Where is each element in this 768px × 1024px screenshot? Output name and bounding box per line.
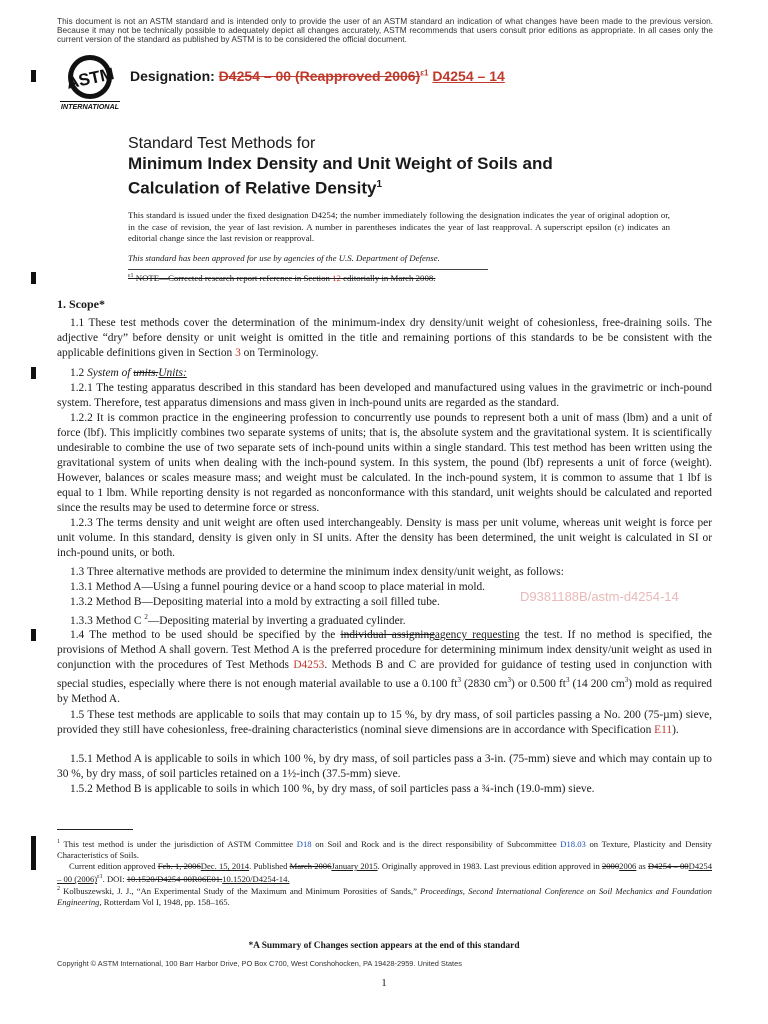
- footnote-1: [57, 837, 712, 861]
- p-1-4-deleted: individual assigning: [340, 629, 435, 641]
- editorial-note-ref[interactable]: 12: [332, 273, 341, 283]
- designation-new: D4254 – 14: [432, 68, 505, 84]
- p-1-2-inserted: Units:: [158, 367, 187, 379]
- copyright: Copyright © ASTM International, 100 Barr Harbor Drive, PO Box C700, West Conshohocken, PA 19428-2959. United States: [57, 959, 462, 968]
- footnote-2-b: , Rotterdam Vol I, 1948, pp. 158–165.: [99, 897, 230, 908]
- footnote-1-c: on Texture, Plasticity and Density Characteristics of Soils.: [57, 838, 712, 861]
- fe-del-4: D4254 – 00: [647, 861, 689, 871]
- fe-ins-5: 10.1520/D4254-14.: [222, 874, 290, 885]
- footnote-rule: [57, 829, 133, 830]
- designation-old: D4254 – 00 (Reapproved 2006): [218, 68, 421, 84]
- footnote-edition: [57, 861, 712, 885]
- paragraph-1-3-2: 1.3.2 Method B—Depositing material into a mold by extracting a soil filled tube.: [70, 596, 440, 608]
- paragraph-1-2-3: 1.2.3 The terms density and unit weight are often used interchangeably. Density is mass per unit volume, whereas unit weight is force per unit volume. In this standard, density is given only in SI units. After the density has been determined, the unit weight is calculated in SI or inch-pound units, or both.: [57, 517, 712, 559]
- fe-c: . Originally approved in 1983. Last previous edition approved in: [377, 861, 602, 871]
- astm-logo: [58, 53, 122, 111]
- paragraph-1-2-2: 1.2.2 It is common practice in the engineering profession to concurrently use pounds to represent both a unit of mass (lbm) and a unit of force (lbf). This implicitly combines two separate systems of units; that is, the absolute system and the gravitational system. It is scientifically undesirable to combine the use of two separate sets of inch-pound units within a single standard. This test method has been written using the gravitational system of units when dealing with the inch-pound system. In this system, the pound (lbf) represents a unit of force (weight). However, balances or scales measure mass; and weight must be calculated. In the inch-pound system, it is common to assume that 1 lbf is equal to 1 lbm. While reporting density is not regarded as nonconformance with this standard, unit weights should be calculated and reported since the results may be used to determine force or stress.: [57, 412, 712, 514]
- fe-d: as: [636, 861, 648, 871]
- p-1-4-e: ) or 0.500 ft: [511, 677, 566, 690]
- issued-note: This standard is issued under the fixed designation D4254; the number immediately following the designation indicates the year of original adoption or, in the case of revision, the year of last revision. A number in parentheses indicates the year of last reapproval. A superscript epsilon (ε) indicates an editorial change since the last revision or reapproval.: [128, 210, 670, 244]
- footnote-1-ref-2[interactable]: D18.03: [560, 838, 586, 849]
- footnote-2-a: Kolbuszewski, J. J., “An Experimental Study of the Maximum and Minimum Porosities of Sands,”: [60, 885, 421, 896]
- fe-a: Current edition approved: [69, 861, 158, 871]
- astm-logo-icon: [58, 53, 122, 111]
- p-1-4-sup-4: 3: [624, 676, 629, 684]
- footnote-1-b: on Soil and Rock and is the direct responsibility of Subcommittee: [311, 838, 561, 849]
- p-1-3-3-a: 1.3.3 Method C: [70, 614, 145, 627]
- change-bar: [31, 836, 36, 870]
- change-bar: [31, 272, 36, 284]
- editorial-note: [128, 273, 435, 283]
- change-bar: [31, 367, 36, 379]
- title-line-1: Standard Test Methods for: [128, 135, 316, 152]
- p-1-3-3-b: —Depositing material by inverting a graduated cylinder.: [147, 614, 406, 627]
- footnote-1-ref-1[interactable]: D18: [296, 838, 312, 849]
- divider: [128, 269, 488, 270]
- footnote-2-sup: 2: [57, 886, 60, 892]
- page-number: 1: [381, 977, 387, 989]
- approved-note: This standard has been approved for use by agencies of the U.S. Department of Defense.: [128, 253, 440, 263]
- fe-del-5: 10.1520/D4254-00R06E01.: [126, 874, 223, 885]
- p-1-5-ref[interactable]: E11: [654, 724, 673, 736]
- designation-old-sup: ε1: [420, 68, 429, 78]
- svg-text:ASTM: ASTM: [64, 64, 116, 93]
- fe-ins-3: 2006: [619, 861, 637, 871]
- paragraph-1-5: [57, 708, 712, 738]
- p-1-5-a: 1.5 These test methods are applicable to soils that may contain up to 15 %, by dry mass, of soil particles passing a No. 200 (75-µm) sieve, provided they still have cohesionless, free-draining characteristics (nominal sieve dimensions are in accordance with Specification: [57, 709, 712, 736]
- footnote-2-italic: Proceedings, Second International Conference on Soil Mechanics and Foundation Engineering: [57, 885, 712, 908]
- fe-e: . DOI:: [102, 874, 127, 885]
- p-1-4-inserted: agency requesting: [434, 629, 520, 641]
- title-footnote-ref[interactable]: 1: [376, 179, 383, 190]
- fe-b: . Published: [249, 861, 290, 871]
- editorial-note-sup: ε1: [128, 273, 134, 280]
- p-1-4-sup-3: 3: [565, 676, 570, 684]
- fe-del-1: Feb. 1, 2006: [157, 861, 201, 871]
- p-1-1-b: on Terminology.: [240, 347, 319, 359]
- paragraph-1-3: 1.3 Three alternative methods are provided to determine the minimum index density/unit weight, as follows:: [70, 566, 564, 578]
- p-1-4-c: . Methods B and C are provided for guidance of testing used in conjunction with special studies, especially where there is not enough material available to use a 0.100 ft: [57, 659, 712, 690]
- paragraph-1-1: [57, 316, 712, 361]
- editorial-note-a: NOTE—Corrected research report reference in Section: [133, 273, 333, 283]
- paragraph-1-3-3: [57, 610, 712, 629]
- p-1-5-b: ).: [672, 724, 679, 736]
- paragraph-1-5-1: 1.5.1 Method A is applicable to soils in which 100 %, by dry mass, of soil particles pass a 3-in. (75-mm) sieve and which may contain up to 30 %, by dry mass, of soil particles retained on a 1½-inch (37.5-mm) sieve.: [57, 753, 712, 780]
- editorial-note-b: editorially in March 2008.: [340, 273, 436, 283]
- paragraph-1-4: [57, 628, 712, 707]
- title-line-2: Minimum Index Density and Unit Weight of Soils and: [128, 154, 553, 173]
- p-1-1-ref[interactable]: 3: [235, 347, 241, 359]
- p-1-4-ref[interactable]: D4253: [293, 659, 325, 671]
- p-1-4-g: ) mold as required by Method A.: [57, 677, 712, 705]
- p-1-4-d: (2830 cm: [460, 677, 508, 690]
- fe-ins-4: D4254 – 00 (2006): [57, 861, 713, 885]
- title-line-3: [128, 174, 688, 199]
- p-1-4-b: the test. If no method is specified, the provisions of Method A shall govern. Test Method A is the preferred procedure for determining minimum index density/unit weight as used in conjunction with the procedures of Test Methods: [57, 629, 712, 671]
- p-1-4-sup-1: 3: [457, 676, 461, 684]
- fe-del-3: 2000: [601, 861, 620, 871]
- watermark-text: D9381188B/astm-d4254-14: [520, 589, 679, 604]
- section-heading-scope: 1. Scope*: [57, 297, 105, 311]
- change-bar: [31, 629, 36, 641]
- p-1-3-3-footnote-ref[interactable]: 2: [144, 613, 148, 621]
- p-1-4-a: 1.4 The method to be used should be specified by the: [70, 629, 341, 641]
- paragraph-1-5-2: 1.5.2 Method B is applicable to soils in which 100 %, by dry mass, of soil particles pass a ¾-inch (19.0-mm) sieve.: [70, 783, 595, 795]
- p-1-4-sup-2: 3: [507, 676, 512, 684]
- title-line-3-text: Calculation of Relative Density: [128, 178, 377, 198]
- paragraph-1-2: [57, 366, 712, 381]
- paragraph-1-3-1: 1.3.1 Method A—Using a funnel pouring device or a hand scoop to place material in mold.: [70, 581, 486, 593]
- designation: [130, 68, 505, 84]
- footnote-2: [57, 884, 712, 908]
- paragraph-1-2-1: 1.2.1 The testing apparatus described in this standard has been developed and manufactured using values in the gravimetric or inch-pound system. Therefore, test apparatus dimensions and mass given in inch-pound units are regarded as the standard.: [57, 382, 712, 409]
- fe-sup: ε1: [97, 874, 103, 881]
- p-1-2-italic: System of: [87, 367, 134, 379]
- footnote-1-a: This test method is under the jurisdiction of ASTM Committee: [60, 838, 297, 849]
- document-title: [128, 134, 688, 199]
- change-bar: [31, 70, 36, 82]
- p-1-4-f: (14 200 cm: [569, 677, 625, 690]
- logo-caption: INTERNATIONAL: [60, 102, 120, 111]
- summary-note: *A Summary of Changes section appears at the end of this standard: [248, 941, 520, 951]
- fe-ins-1: Dec. 15, 2014: [200, 861, 250, 871]
- designation-label: Designation:: [130, 68, 215, 84]
- fe-ins-2: January 2015: [331, 861, 378, 871]
- p-1-1-a: 1.1 These test methods cover the determination of the minimum-index dry density/unit weight of cohesionless, free-draining soils. The adjective “dry” before density or unit weight is omitted in the title and remaining portions of this standards to be be consistent with the applicable definitions given in Section: [57, 317, 712, 359]
- p-1-2-num: 1.2: [70, 367, 88, 379]
- disclaimer-notice: This document is not an ASTM standard and is intended only to provide the user of an ASTM standard an indication of what changes have been made to the previous version. Because it may not be technically possible to adequately depict all changes accurately, ASTM recommends that users consult prior editions as appropriate. In all cases only the current version of the standard as published by ASTM is to be considered the official document.: [57, 16, 713, 45]
- p-1-2-deleted: units.: [133, 367, 159, 379]
- fe-del-2: March 2006: [289, 861, 332, 871]
- footnote-1-sup: 1: [57, 839, 60, 845]
